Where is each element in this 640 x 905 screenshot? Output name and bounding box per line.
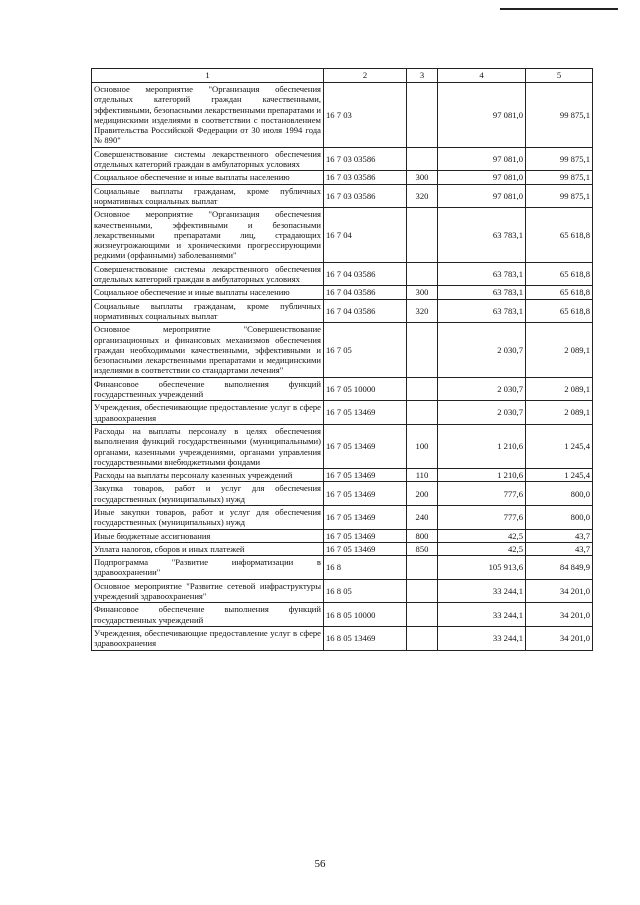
target-code: 16 7 04 03586 bbox=[324, 262, 407, 286]
amount-year-1: 63 783,1 bbox=[438, 299, 526, 323]
item-name: Социальные выплаты гражданам, кроме публичных нормативных социальных выплат bbox=[92, 299, 324, 323]
table-row bbox=[92, 262, 593, 286]
amount-year-1: 2 030,7 bbox=[438, 377, 526, 401]
table-row bbox=[92, 542, 593, 555]
expense-type: 800 bbox=[407, 529, 438, 542]
amount-year-1: 2 030,7 bbox=[438, 323, 526, 377]
header-col-3: 3 bbox=[407, 69, 438, 83]
table-row bbox=[92, 505, 593, 529]
expense-type: 240 bbox=[407, 505, 438, 529]
amount-year-2: 34 201,0 bbox=[526, 626, 593, 650]
amount-year-1: 777,6 bbox=[438, 505, 526, 529]
header-col-5: 5 bbox=[526, 69, 593, 83]
amount-year-2: 1 245,4 bbox=[526, 469, 593, 482]
item-name: Учреждения, обеспечивающие предоставление услуг в сфере здравоохранения bbox=[92, 401, 324, 425]
amount-year-2: 43,7 bbox=[526, 529, 593, 542]
amount-year-1: 33 244,1 bbox=[438, 579, 526, 603]
budget-table bbox=[91, 68, 593, 651]
amount-year-2: 800,0 bbox=[526, 505, 593, 529]
header-row bbox=[92, 69, 593, 83]
page-number: 56 bbox=[314, 858, 326, 870]
target-code: 16 7 04 bbox=[324, 208, 407, 262]
target-code: 16 7 04 03586 bbox=[324, 299, 407, 323]
amount-year-1: 63 783,1 bbox=[438, 262, 526, 286]
target-code: 16 8 05 10000 bbox=[324, 603, 407, 627]
expense-type bbox=[407, 377, 438, 401]
item-name: Основное мероприятие "Развитие сетевой инфраструктуры учреждений здравоохранения" bbox=[92, 579, 324, 603]
target-code: 16 8 05 13469 bbox=[324, 626, 407, 650]
amount-year-2: 65 618,8 bbox=[526, 286, 593, 299]
expense-type: 300 bbox=[407, 286, 438, 299]
amount-year-1: 1 210,6 bbox=[438, 424, 526, 468]
amount-year-2: 2 089,1 bbox=[526, 323, 593, 377]
table-row bbox=[92, 377, 593, 401]
expense-type bbox=[407, 626, 438, 650]
target-code: 16 7 05 13469 bbox=[324, 401, 407, 425]
amount-year-2: 65 618,8 bbox=[526, 299, 593, 323]
amount-year-1: 63 783,1 bbox=[438, 286, 526, 299]
header-col-4: 4 bbox=[438, 69, 526, 83]
amount-year-1: 105 913,6 bbox=[438, 556, 526, 580]
budget-table-body bbox=[92, 69, 593, 651]
table-row bbox=[92, 529, 593, 542]
target-code: 16 8 bbox=[324, 556, 407, 580]
amount-year-2: 99 875,1 bbox=[526, 171, 593, 184]
amount-year-1: 33 244,1 bbox=[438, 626, 526, 650]
expense-type bbox=[407, 208, 438, 262]
expense-type bbox=[407, 579, 438, 603]
amount-year-2: 99 875,1 bbox=[526, 83, 593, 148]
target-code: 16 7 03 03586 bbox=[324, 147, 407, 171]
table-row bbox=[92, 323, 593, 377]
target-code: 16 7 03 03586 bbox=[324, 184, 407, 208]
target-code: 16 7 05 bbox=[324, 323, 407, 377]
amount-year-2: 34 201,0 bbox=[526, 603, 593, 627]
amount-year-2: 1 245,4 bbox=[526, 424, 593, 468]
amount-year-1: 97 081,0 bbox=[438, 171, 526, 184]
table-row bbox=[92, 83, 593, 148]
item-name: Совершенствование системы лекарственного обеспечения отдельных категорий граждан в амбулаторных условиях bbox=[92, 147, 324, 171]
table-row bbox=[92, 286, 593, 299]
item-name: Закупка товаров, работ и услуг для обеспечения государственных (муниципальных) нужд bbox=[92, 482, 324, 506]
table-row bbox=[92, 556, 593, 580]
item-name: Основное мероприятие "Совершенствование организационных и финансовых механизмов обеспечения граждан необходимыми качественными, эффективными и безопасными лекарственными препаратами и медицинскими изделиями в соответствии со стандартами лечения" bbox=[92, 323, 324, 377]
expense-type bbox=[407, 147, 438, 171]
target-code: 16 7 05 13469 bbox=[324, 469, 407, 482]
item-name: Финансовое обеспечение выполнения функций государственных учреждений bbox=[92, 603, 324, 627]
expense-type: 110 bbox=[407, 469, 438, 482]
expense-type bbox=[407, 603, 438, 627]
amount-year-2: 99 875,1 bbox=[526, 147, 593, 171]
item-name: Социальное обеспечение и иные выплаты населению bbox=[92, 171, 324, 184]
expense-type: 850 bbox=[407, 542, 438, 555]
expense-type: 320 bbox=[407, 299, 438, 323]
table-row bbox=[92, 626, 593, 650]
item-name: Иные бюджетные ассигнования bbox=[92, 529, 324, 542]
target-code: 16 7 03 bbox=[324, 83, 407, 148]
amount-year-2: 65 618,8 bbox=[526, 262, 593, 286]
item-name: Основное мероприятие "Организация обеспечения отдельных категорий граждан качественными, эффективными, безопасными лекарственными препаратами и медицинскими изделиями в соответствии с постановлением Правительства Российской Федерации от 30 июля 1994 года № 890" bbox=[92, 83, 324, 148]
table-row bbox=[92, 299, 593, 323]
expense-type bbox=[407, 323, 438, 377]
amount-year-2: 2 089,1 bbox=[526, 401, 593, 425]
item-name: Учреждения, обеспечивающие предоставление услуг в сфере здравоохранения bbox=[92, 626, 324, 650]
amount-year-1: 777,6 bbox=[438, 482, 526, 506]
table-row bbox=[92, 147, 593, 171]
target-code: 16 7 04 03586 bbox=[324, 286, 407, 299]
expense-type: 100 bbox=[407, 424, 438, 468]
item-name: Расходы на выплаты персоналу в целях обеспечения выполнения функций государственными (муниципальными) органами, казенными учреждениями, органами управления государственными внебюджетными фондами bbox=[92, 424, 324, 468]
amount-year-1: 97 081,0 bbox=[438, 83, 526, 148]
table-row bbox=[92, 579, 593, 603]
amount-year-1: 63 783,1 bbox=[438, 208, 526, 262]
header-col-1: 1 bbox=[92, 69, 324, 83]
table-row bbox=[92, 184, 593, 208]
item-name: Иные закупки товаров, работ и услуг для обеспечения государственных (муниципальных) нужд bbox=[92, 505, 324, 529]
target-code: 16 7 05 13469 bbox=[324, 482, 407, 506]
item-name: Социальное обеспечение и иные выплаты населению bbox=[92, 286, 324, 299]
amount-year-1: 2 030,7 bbox=[438, 401, 526, 425]
top-rule bbox=[500, 8, 618, 10]
table-row bbox=[92, 469, 593, 482]
target-code: 16 8 05 bbox=[324, 579, 407, 603]
target-code: 16 7 05 13469 bbox=[324, 424, 407, 468]
amount-year-1: 33 244,1 bbox=[438, 603, 526, 627]
amount-year-1: 42,5 bbox=[438, 529, 526, 542]
expense-type: 300 bbox=[407, 171, 438, 184]
item-name: Уплата налогов, сборов и иных платежей bbox=[92, 542, 324, 555]
expense-type bbox=[407, 401, 438, 425]
header-col-2: 2 bbox=[324, 69, 407, 83]
amount-year-2: 2 089,1 bbox=[526, 377, 593, 401]
amount-year-1: 42,5 bbox=[438, 542, 526, 555]
target-code: 16 7 05 13469 bbox=[324, 542, 407, 555]
table-row bbox=[92, 401, 593, 425]
amount-year-2: 43,7 bbox=[526, 542, 593, 555]
item-name: Расходы на выплаты персоналу казенных учреждений bbox=[92, 469, 324, 482]
amount-year-2: 65 618,8 bbox=[526, 208, 593, 262]
table-row bbox=[92, 424, 593, 468]
amount-year-2: 99 875,1 bbox=[526, 184, 593, 208]
amount-year-2: 800,0 bbox=[526, 482, 593, 506]
table-row bbox=[92, 171, 593, 184]
item-name: Финансовое обеспечение выполнения функций государственных учреждений bbox=[92, 377, 324, 401]
target-code: 16 7 05 13469 bbox=[324, 505, 407, 529]
expense-type: 320 bbox=[407, 184, 438, 208]
table-row bbox=[92, 482, 593, 506]
amount-year-1: 1 210,6 bbox=[438, 469, 526, 482]
expense-type: 200 bbox=[407, 482, 438, 506]
item-name: Совершенствование системы лекарственного обеспечения отдельных категорий граждан в амбулаторных условиях bbox=[92, 262, 324, 286]
item-name: Основное мероприятие "Организация обеспечения качественными, эффективными и безопасными лекарственными препаратами лиц, страдающих жизнеугрожающими и хроническими прогрессирующими редкими (орфанными) заболеваниями" bbox=[92, 208, 324, 262]
amount-year-2: 84 849,9 bbox=[526, 556, 593, 580]
target-code: 16 7 05 10000 bbox=[324, 377, 407, 401]
expense-type bbox=[407, 262, 438, 286]
amount-year-2: 34 201,0 bbox=[526, 579, 593, 603]
item-name: Социальные выплаты гражданам, кроме публичных нормативных социальных выплат bbox=[92, 184, 324, 208]
item-name: Подпрограмма "Развитие информатизации в здравоохранении" bbox=[92, 556, 324, 580]
expense-type bbox=[407, 556, 438, 580]
target-code: 16 7 05 13469 bbox=[324, 529, 407, 542]
target-code: 16 7 03 03586 bbox=[324, 171, 407, 184]
amount-year-1: 97 081,0 bbox=[438, 147, 526, 171]
amount-year-1: 97 081,0 bbox=[438, 184, 526, 208]
expense-type bbox=[407, 83, 438, 148]
table-row bbox=[92, 603, 593, 627]
table-row bbox=[92, 208, 593, 262]
